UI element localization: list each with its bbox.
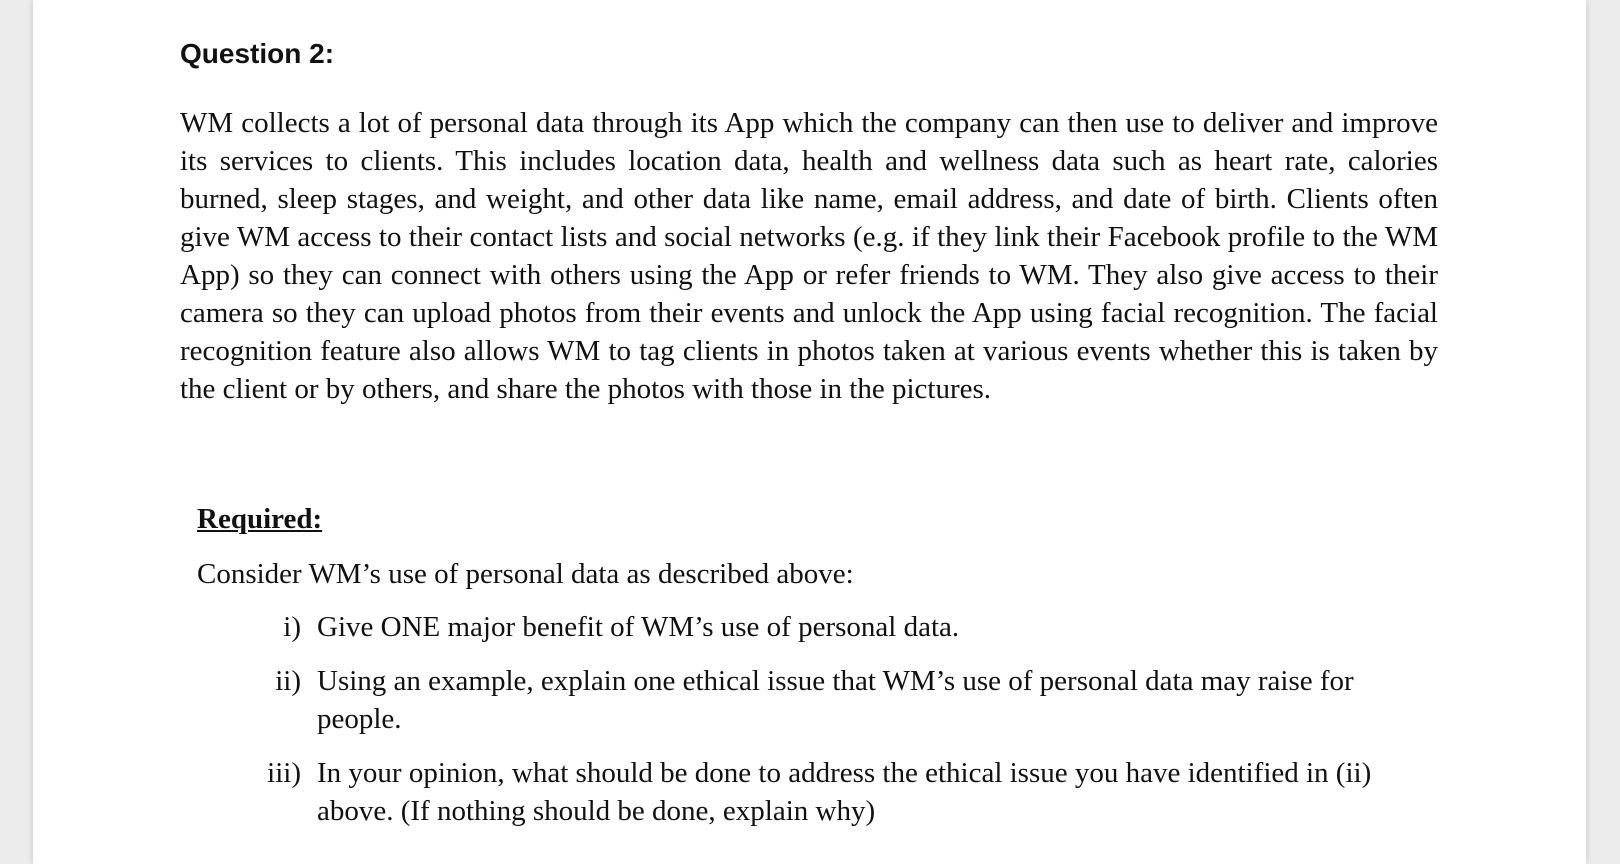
list-item xyxy=(233,662,1443,738)
list-item-text: Using an example, explain one ethical issue that WM’s use of personal data may raise for people. xyxy=(317,665,1354,735)
required-heading: Required: xyxy=(197,503,323,535)
required-lead-text: Consider WM’s use of personal data as described above: xyxy=(197,558,854,590)
list-item-number: ii) xyxy=(275,665,301,697)
list-item-number: i) xyxy=(283,611,301,643)
document-page xyxy=(33,0,1586,864)
question-title: Question 2: xyxy=(180,38,335,69)
question-paragraph: WM collects a lot of personal data through its App which the company can then use to deliver and improve its services to clients. This includes location data, health and wellness data such as heart rate, calories burned, sleep stages, and weight, and other data like name, email address, and date of birth. Clients often give WM access to their contact lists and social networks (e.g. if they link their Facebook profile to the WM App) so they can connect with others using the App or refer friends to WM. They also give access to their camera so they can upload photos from their events and unlock the App using facial recognition. The facial recognition feature also allows WM to tag clients in photos taken at various events whether this is taken by the client or by others, and share the photos with those in the pictures. xyxy=(180,107,1438,405)
list-item xyxy=(233,608,1443,646)
list-item-text: In your opinion, what should be done to address the ethical issue you have identified in (ii) above. (If nothing should be done, explain why) xyxy=(317,757,1372,827)
list-item-text: Give ONE major benefit of WM’s use of personal data. xyxy=(317,611,960,643)
list-item-number: iii) xyxy=(267,757,301,789)
list-item xyxy=(233,754,1443,830)
